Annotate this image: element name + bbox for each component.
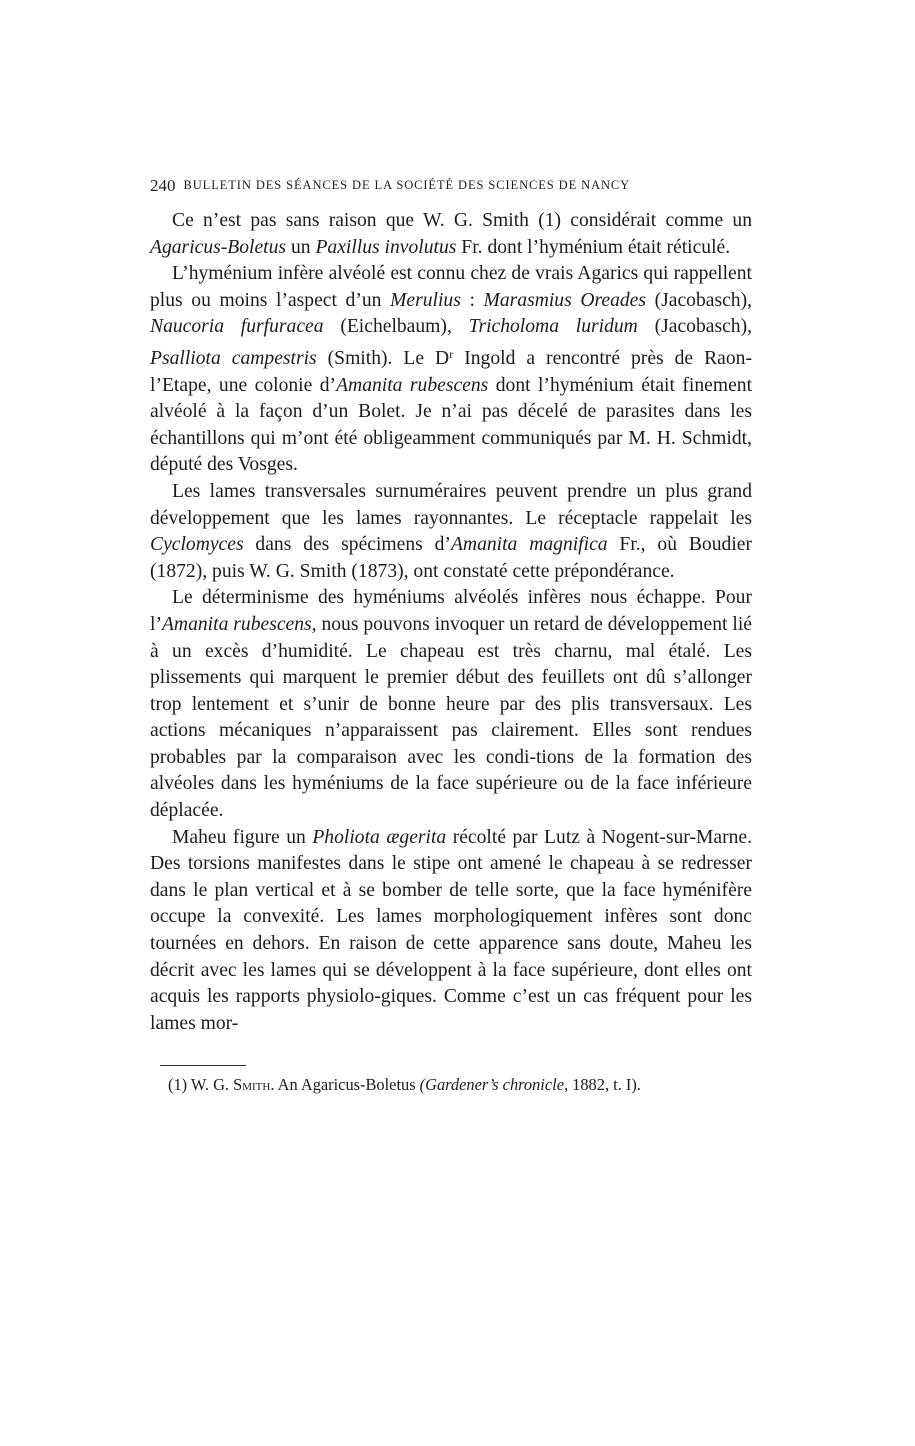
text-run: dont l’hyménium était finement alvéolé à la façon d’un Bolet. Je n’ai pas décelé de parasites dans les échantillons qui m’ont été obligeamment communiqués par M. H. Schmidt, député des Vosges. (150, 374, 753, 476)
text-run: (1) W. G. (168, 1075, 234, 1095)
italic-text: Agaricus-Boletus (150, 236, 287, 258)
text-run: Les lames transversales surnuméraires peuvent prendre un plus grand développement que les lames rayonnantes. Le réceptacle rappelait les (150, 480, 752, 529)
footnote-rule (160, 1065, 246, 1066)
text-run: , nous pouvons invoquer un retard de développement lié à un excès d’humidité. Le chapeau est très charnu, mal étalé. Les plissements qui marquent le premier début des feuillets ont dû s’allonger trop lentement et s’unir de bonne heure par des plis transversaux. Les actions mécaniques n’apparaissent pas clairement. Elles sont rendues probables par la comparaison avec les condi-tions de la formation des alvéoles dans les hyméniums de la face supérieure ou de la face inférieure déplacée. (150, 613, 752, 822)
running-header (150, 176, 752, 196)
paragraph (150, 825, 752, 1038)
text-run: Ingold a rencontré près de Raon-l’Etape, une colonie d’ (150, 347, 753, 396)
paragraph (150, 261, 752, 479)
text-run: un (286, 236, 316, 258)
text-run: (Eichelbaum), (323, 316, 469, 338)
text-run: L’hyménium infère alvéolé est connu chez de vrais Agarics qui rappellent plus ou moins l’aspect d’un (150, 263, 752, 311)
italic-text: (Gardener’s chronicle (419, 1075, 564, 1095)
text-run: Ce n’est pas sans raison que W. G. Smith (1) considérait comme un (172, 210, 752, 231)
paragraph (150, 479, 752, 585)
italic-text: Amanita rubescens (336, 374, 489, 396)
paragraph (150, 208, 752, 261)
italic-text: Psalliota campestris (150, 347, 317, 369)
text-run: Le déterminisme des hyméniums alvéolés infères nous échappe. Pour l’ (150, 587, 752, 635)
italic-text: Amanita rubescens (161, 613, 312, 635)
text-run: , 1882, t. I). (563, 1075, 641, 1095)
italic-text: Marasmius Oreades (483, 289, 646, 311)
text-run: . An Agaricus-Boletus (270, 1075, 420, 1095)
text-run: r (449, 346, 454, 361)
running-title: BULLETIN DES SÉANCES DE LA SOCIÉTÉ DES SCIENCES DE NANCY (183, 178, 631, 192)
page (150, 176, 752, 1096)
italic-text: Merulius (390, 289, 461, 311)
text-run: Fr., où Boudier (1872), puis W. G. Smith (1873), ont constaté cette prépondérance. (150, 534, 752, 582)
text-run: Fr. dont l’hyménium était réticulé. (456, 236, 731, 258)
text-run: Maheu figure un (172, 826, 313, 848)
text-run: Smith (233, 1075, 271, 1095)
text-run: récolté par Lutz à Nogent-sur-Marne. Des torsions manifestes dans le stipe ont amené le chapeau à se redresser dans le plan vertical et à se bomber de telle sorte, que la face hyménifère occupe la convexité. Les lames morphologiquement infères sont donc tournées en dehors. En raison de cette apparence sans doute, Maheu les décrit avec les lames qui se développent à la face supérieure, dont elles ont acquis les rapports physiolo-giques. Comme c’est un cas fréquent pour les lames mor- (150, 826, 753, 1034)
page-number: 240 (150, 176, 176, 195)
text-run: : (460, 289, 484, 311)
text-run: (Smith). Le D (316, 347, 450, 369)
text-run: dans des spécimens d’ (243, 534, 451, 556)
italic-text: Pholiota ægerita (312, 826, 447, 848)
italic-text: Cyclomyces (150, 534, 244, 556)
text-run: (Jacobasch), (637, 316, 752, 338)
body-text (150, 208, 752, 1037)
footnote (150, 1074, 752, 1096)
italic-text: Naucoria furfuracea (150, 316, 324, 338)
text-run: (Jacobasch), (646, 289, 752, 311)
italic-text: Amanita magnifica (450, 534, 608, 556)
italic-text: Tricholoma luridum (468, 316, 638, 338)
paragraph (150, 585, 752, 824)
italic-text: Paxillus involutus (315, 236, 457, 258)
